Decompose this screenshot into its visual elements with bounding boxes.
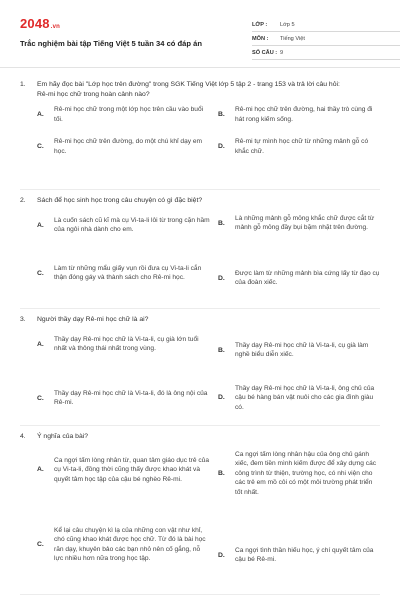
- options: [37, 333, 380, 425]
- option-b[interactable]: B. Rê-mi học chữ trên đường, hai thầy trò cùng đi hát rong kiếm sống.: [218, 106, 373, 123]
- meta-row-class: LỚP : Lớp 5: [252, 18, 400, 32]
- option-a[interactable]: A. Thầy dạy Rê-mi học chữ là Vi-ta-li, cụ già lớn tuổi nhất và thông thái nhất trong vùng.: [37, 335, 199, 353]
- question-separator: [20, 425, 380, 426]
- options: [37, 450, 380, 600]
- option-a[interactable]: A. Rê-mi học chữ trong một lớp học trên cầu vào buổi tối.: [37, 106, 204, 123]
- question-2: [20, 196, 380, 308]
- option-d[interactable]: D. Được làm từ những mảnh bìa cứng lấy từ đạo cụ của đoàn xiếc.: [218, 269, 380, 287]
- option-c[interactable]: C. Thầy dạy Rê-mi học chữ là Vi-ta-li, đó là ông nội của Rê-mi.: [37, 389, 208, 407]
- option-d[interactable]: D. Ca ngợi tình thần hiếu học, ý chí quyết tâm của cậu bé Rê-mi.: [218, 546, 374, 564]
- option-c[interactable]: C. Kể lại câu chuyện kì lạ của những con vật như khỉ, chó cũng khao khát được học chữ. Từ đó là bài học răn dạy, khuyên bảo các bạn nhỏ nên cố gắng, nỗ lực nhiều hơn nữa trong học tập.: [37, 526, 206, 563]
- option-d[interactable]: D. Thầy dạy Rê-mi học chữ là Vi-ta-li, ông chủ của cậu bé hàng bán vật nuôi cho các gia đình giàu có.: [218, 384, 375, 411]
- options: [37, 103, 380, 169]
- meta-row-count: SỐ CÂU : 9: [252, 46, 400, 60]
- option-c[interactable]: C. Làm từ những mẩu giấy vụn rồi đưa cụ Vi-ta-li cắn thận đóng gáy và thành sách cho Rê-mi học.: [37, 264, 202, 282]
- question-3: [20, 315, 380, 425]
- options: [37, 214, 380, 308]
- header-divider: [0, 67, 400, 68]
- meta-row-subject: MÔN : Tiếng Việt: [252, 32, 400, 46]
- header: [20, 12, 380, 72]
- question-4: [20, 432, 380, 600]
- question-separator: [20, 189, 380, 190]
- option-b[interactable]: B. Là những mảnh gỗ mỏng khắc chữ được cắt từ mảnh gỗ mỏng đầy bụi bặm nhặt trên đường.: [218, 214, 375, 232]
- option-a[interactable]: A. Là cuốn sách cũ kĩ mà cụ Vi-ta-li lôi từ trong cặn hầm của ngôi nhà dành cho em.: [37, 216, 210, 234]
- question-separator: [20, 308, 380, 309]
- option-b[interactable]: B. Ca ngợi tấm lòng nhân hậu của ông chủ gánh xiếc, đem tiền mình kiếm được để xây dựng các công trình từ thiện, trường học, có nhi viện cho các trẻ em mồ côi có một môi trường phát triển tốt nhất.: [218, 450, 377, 496]
- question-stem: 4. Ý nghĩa của bài?: [20, 433, 89, 440]
- question-stem: 2. Sách để học sinh học trong câu chuyện có gì đặc biệt?: [20, 197, 203, 204]
- meta-info: [252, 18, 400, 60]
- question-1: [20, 80, 380, 169]
- option-b[interactable]: B. Thầy dạy Rê-mi học chữ là Vi-ta-li, cụ già làm nghề biểu diễn xiếc.: [218, 341, 369, 359]
- option-c[interactable]: C. Rê-mi học chữ trên đường, do một chú khỉ dạy em học.: [37, 138, 203, 155]
- question-stem: 1. Em hãy đọc bài "Lớp học trên đường" trong SGK Tiếng Việt lớp 5 tập 2 - trang 153 và trả lời câu hỏi: Rê-mi học chữ trong hoàn cảnh nào?: [20, 81, 340, 98]
- option-d[interactable]: D. Rê-mi tự mình học chữ từ những mảnh gỗ có khắc chữ.: [218, 138, 369, 155]
- question-stem: 3. Người thầy dạy Rê-mi học chữ là ai?: [20, 316, 149, 323]
- document-title: Trắc nghiệm bài tập Tiếng Việt 5 tuần 34 có đáp án: [20, 39, 203, 48]
- option-a[interactable]: A. Ca ngợi tấm lòng nhân từ, quan tâm giáo dục trẻ của cụ Vi-ta-li, đồng thời cũng thấy được khao khát và quyết tâm học tập của cậu bé nghèo Rê-mi.: [37, 456, 209, 483]
- site-logo[interactable]: 2048.vn: [20, 16, 61, 31]
- question-separator: [20, 594, 380, 595]
